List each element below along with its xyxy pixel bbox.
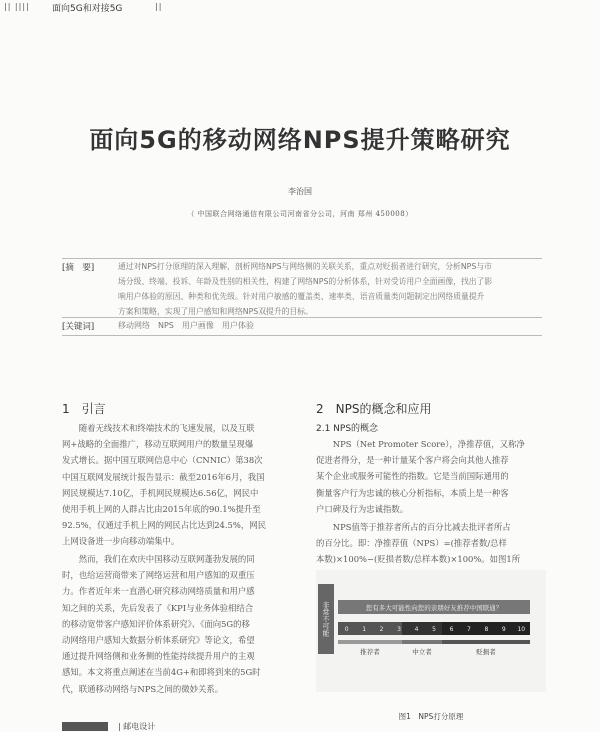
text-line: 知之间的关系，先后发表了《KPI与业务体验相结合 [62, 602, 254, 613]
figure-group-bar-detractor [442, 640, 530, 644]
keywords-label: [关键词] [62, 322, 95, 332]
text-line: 代，联通移动网络与NPS之间的微妙关系。 [62, 683, 224, 694]
text-line: 的百分比。即：净推荐值（NPS）=(推荐者数/总样 [316, 538, 507, 549]
text-line: 动网络用户感知大数据分析体系研究》等论文，希望 [62, 635, 255, 646]
figure-scale-number: 8 [484, 626, 489, 633]
abstract-label: [摘 要] [62, 263, 95, 273]
text-line: 92.5%，仅通过手机上网的网民占比达到24.5%，网民 [62, 520, 266, 531]
abstract-body [118, 259, 542, 319]
section-1-paragraph-2 [62, 551, 294, 697]
figure-scale-number: 3 [397, 626, 402, 633]
abstract-line: 场分级、终端、投诉、年龄及性别的相关性，构建了网络NPS的分析体系，针对受访用户全面画像，找出了影 [118, 277, 493, 286]
abstract-line: 通过对NPS打分原理的深入理解，剖析网络NPS与网络侧的关联关系，重点对贬损者进行研究，分析NPS与市 [118, 262, 492, 271]
text-line: 上网设备进一步向移动端集中。 [62, 536, 180, 547]
figure-scale-number: 5 [432, 626, 436, 633]
section-2-heading: 2 NPS的概念和应用 [316, 402, 432, 416]
text-line: 发式增长。据中国互联网信息中心（CNNIC）第38次 [62, 455, 263, 466]
text-line: 力。作者近年来一直潜心研究移动网络质量和用户感 [62, 586, 255, 597]
keywords-bottom-rule [62, 335, 542, 336]
figure-1-caption: 图1 NPS打分原理 [398, 712, 464, 721]
figure-group-bar-passive [402, 640, 442, 644]
section-1-heading: 1 引言 [62, 402, 106, 416]
abstract-line: 方案和策略，实现了用户感知和网络NPS双提升的目标。 [118, 307, 313, 316]
running-header [0, 0, 600, 14]
text-line: 感知。本文将重点阐述在当前4G+和即将到来的5G时 [62, 667, 261, 678]
figure-scale-number: 2 [379, 626, 384, 633]
header-decoration-left: || |||| [4, 2, 30, 11]
figure-scale-segment-mid [402, 622, 442, 635]
paper-title: 面向5G的移动网络NPS提升策略研究 [89, 126, 511, 154]
figure-group-passive: 中立者 [412, 648, 432, 656]
keywords-text: 移动网络 NPS 用户画像 用户体验 [118, 321, 254, 330]
figure-scale-number: 0 [344, 626, 349, 633]
keywords-top-rule [62, 317, 542, 318]
abstract-line: 响用户体验的原因、种类和优先级。针对用户敏感的覆盖类、速率类、语音质量类问题制定出网络质量提升 [118, 292, 485, 301]
figure-scale-number: 9 [501, 626, 506, 633]
text-line: 网+战略的全面推广，移动互联网用户的数量呈现爆 [62, 439, 254, 450]
text-line: 时，也给运营商带来了网络运营和用户感知的双重压 [62, 570, 255, 581]
header-decoration-right: || [155, 2, 163, 11]
text-line: 随着无线技术和终端技术的飞速发展，以及互联 [62, 423, 255, 433]
text-line: 中国互联网发展统计报告显示：截至2016年6月，我国 [62, 471, 265, 482]
text-line: 然而，我们在欢庆中国移动互联网蓬勃发展的同 [62, 554, 255, 564]
text-line: 使用手机上网的人群占比由2015年底的90.1%提升至 [62, 504, 261, 515]
text-line: 衡量客户行为忠诚的核心分析指标，本质上是一种客 [316, 487, 509, 498]
text-line: 某个企业或服务可能性的指数。它是当前国际通用的 [316, 471, 509, 482]
text-line: 本数)×100%−(贬损者数/总样本数)×100%。如图1所 [316, 554, 521, 565]
text-line: 网民规模达7.10亿，手机网民规模达6.56亿，网民中 [62, 487, 259, 498]
figure-1-nps-diagram [316, 570, 546, 692]
figure-scale-number: 7 [466, 626, 471, 633]
text-line: 促进者得分，是一种计量某个客户将会向其他人推荐 [316, 455, 509, 466]
section-1-paragraph-1 [62, 420, 294, 550]
text-line: 的移动宽带客户感知评价体系研究》、《面向5G的移 [62, 618, 250, 629]
header-column-title: 面向5G和对接5G [52, 4, 123, 14]
text-line: 通过提升网络侧和业务侧的性能持续提升用户的主观 [62, 651, 255, 662]
text-line: 户口碑及行为忠诚指数。 [316, 503, 409, 514]
journal-name: | 邮电设计 [118, 722, 156, 731]
figure-scale-number: 1 [362, 626, 367, 633]
figure-scale-number: 10 [517, 626, 526, 633]
author-affiliation: （ 中国联合网络通信有限公司河南省分公司，河南 郑州 450008） [187, 210, 413, 218]
figure-question: 您有多大可能性向您的亲朋好友推荐中国联通？ [365, 604, 503, 612]
figure-group-promoter: 推荐者 [360, 648, 380, 656]
text-line: NPS（Net Promoter Score），净推荐值，又称净 [316, 439, 525, 449]
figure-group-bar-promoter [338, 640, 402, 644]
section-2-paragraph-1 [316, 436, 546, 517]
figure-scale-number: 6 [449, 626, 454, 633]
author-name: 李治国 [288, 187, 312, 196]
figure-side-label: 非常不可能 [322, 601, 330, 637]
text-line: NPS值等于推荐者所占的百分比减去批评者所占 [316, 522, 511, 532]
section-2-1-heading: 2.1 NPS的概念 [316, 424, 379, 434]
figure-scale-number: 4 [414, 626, 419, 633]
figure-group-detractor: 贬损者 [476, 648, 496, 656]
